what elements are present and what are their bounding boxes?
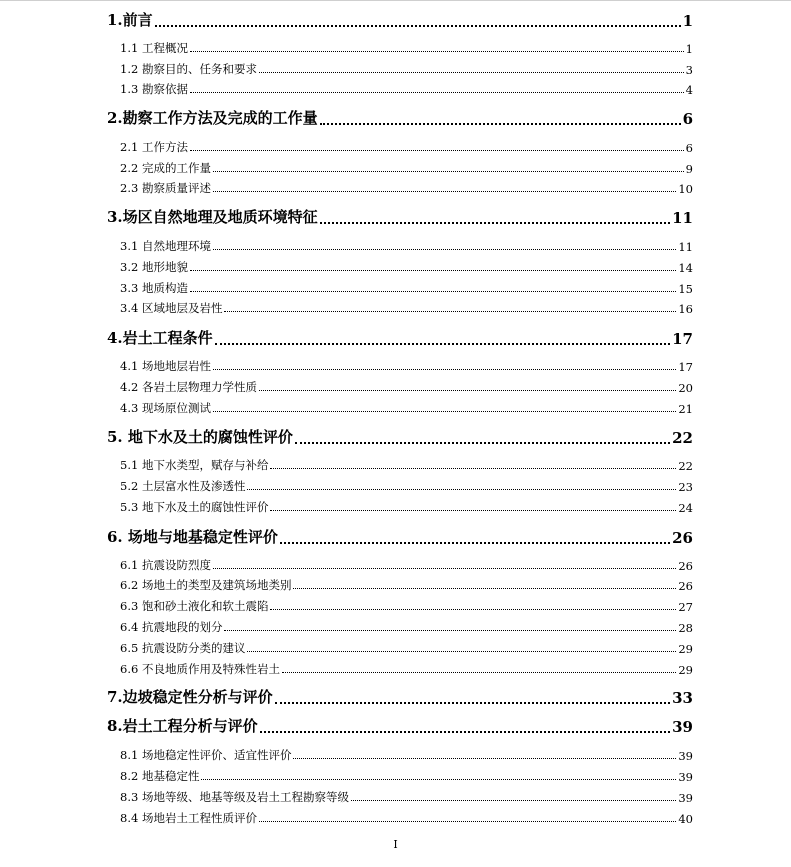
toc-entry-label: 2.勘察工作方法及完成的工作量 [107,109,318,127]
toc-entry-label: 5.3 地下水及土的腐蚀性评价 [120,500,269,514]
toc-dot-leader [215,343,670,345]
toc-entry-page-number: 10 [678,182,693,196]
toc-entry-label: 6.1 抗震设防烈度 [120,558,211,572]
toc-entry-label: 1.1 工程概况 [120,41,188,55]
toc-dot-leader [224,630,676,631]
toc-entry-page-number: 14 [678,261,693,275]
toc-dot-leader [213,249,676,250]
toc-chapter-entry[interactable] [107,689,693,707]
toc-entry-page-number: 17 [672,330,693,348]
toc-entry-page-number: 11 [672,209,693,227]
toc-dot-leader [224,311,676,312]
toc-chapter-entry[interactable] [107,718,693,736]
toc-entry-label: 8.岩土工程分析与评价 [107,717,258,735]
toc-entry-page-number: 26 [678,559,693,573]
toc-section-entry[interactable] [120,240,693,254]
toc-entry-page-number: 1 [685,42,693,56]
toc-entry-label: 5.1 地下水类型，赋存与补给 [120,458,269,472]
toc-entry-label: 6.2 场地土的类型及建筑场地类别 [120,578,292,592]
toc-entry-page-number: 1 [682,12,693,30]
toc-section-entry[interactable] [120,162,693,176]
toc-section-entry[interactable] [120,501,693,515]
toc-section-entry[interactable] [120,402,693,416]
toc-dot-leader [270,468,676,469]
toc-dot-leader [293,588,676,589]
toc-section-entry[interactable] [120,770,693,784]
toc-entry-label: 4.2 各岩土层物理力学性质 [120,380,257,394]
toc-section-entry[interactable] [120,182,693,196]
toc-entry-label: 5. 地下水及土的腐蚀性评价 [107,428,293,446]
toc-entry-page-number: 29 [678,663,693,677]
toc-entry-label: 2.3 勘察质量评述 [120,181,211,195]
toc-entry-page-number: 26 [678,579,693,593]
toc-entry-label: 6.3 饱和砂土液化和软土震陷 [120,599,269,613]
toc-dot-leader [155,25,681,27]
toc-entry-page-number: 11 [678,240,693,254]
toc-dot-leader [270,609,676,610]
toc-entry-page-number: 33 [672,689,693,707]
toc-entry-page-number: 6 [685,141,693,155]
page-top-rule [0,0,791,1]
toc-section-entry[interactable] [120,360,693,374]
toc-entry-label: 3.1 自然地理环境 [120,239,211,253]
toc-dot-leader [260,731,670,733]
toc-section-entry[interactable] [120,621,693,635]
toc-section-entry[interactable] [120,381,693,395]
toc-entry-page-number: 29 [678,642,693,656]
toc-chapter-entry[interactable] [107,429,693,447]
toc-entry-page-number: 15 [678,282,693,296]
toc-section-entry[interactable] [120,83,693,97]
toc-entry-page-number: 17 [678,360,693,374]
toc-dot-leader [259,72,684,73]
toc-section-entry[interactable] [120,282,693,296]
toc-chapter-entry[interactable] [107,529,693,547]
toc-dot-leader [282,672,676,673]
toc-section-entry[interactable] [120,791,693,805]
toc-entry-label: 3.场区自然地理及地质环境特征 [107,208,318,226]
toc-entry-page-number: 20 [678,381,693,395]
toc-entry-page-number: 27 [678,600,693,614]
toc-section-entry[interactable] [120,812,693,826]
toc-dot-leader [190,92,684,93]
toc-section-entry[interactable] [120,141,693,155]
toc-entry-label: 3.2 地形地貌 [120,260,188,274]
toc-entry-page-number: 21 [678,402,693,416]
toc-entry-label: 1.前言 [107,11,153,29]
toc-dot-leader [190,51,684,52]
toc-entry-page-number: 39 [672,718,693,736]
toc-chapter-entry[interactable] [107,330,693,348]
toc-dot-leader [320,222,670,224]
toc-chapter-entry[interactable] [107,209,693,227]
toc-entry-page-number: 16 [678,302,693,316]
toc-dot-leader [247,651,676,652]
toc-entry-page-number: 4 [685,83,693,97]
toc-dot-leader [213,191,676,192]
toc-section-entry[interactable] [120,63,693,77]
toc-dot-leader [275,702,670,704]
toc-entry-label: 4.1 场地地层岩性 [120,359,211,373]
toc-section-entry[interactable] [120,459,693,473]
toc-section-entry[interactable] [120,559,693,573]
toc-entry-page-number: 40 [678,812,693,826]
toc-section-entry[interactable] [120,480,693,494]
toc-entry-page-number: 39 [678,749,693,763]
toc-dot-leader [213,411,676,412]
toc-entry-label: 7.边坡稳定性分析与评价 [107,688,273,706]
toc-entry-label: 8.1 场地稳定性评价、适宜性评价 [120,748,292,762]
toc-dot-leader [213,171,684,172]
toc-entry-page-number: 39 [678,791,693,805]
toc-entry-label: 8.2 地基稳定性 [120,769,200,783]
toc-dot-leader [190,150,684,151]
toc-entry-page-number: 24 [678,501,693,515]
toc-entry-label: 2.1 工作方法 [120,140,188,154]
toc-dot-leader [259,390,676,391]
toc-dot-leader [190,291,676,292]
toc-entry-page-number: 9 [685,162,693,176]
toc-section-entry[interactable] [120,642,693,656]
toc-section-entry[interactable] [120,579,693,593]
toc-entry-label: 4.3 现场原位测试 [120,401,211,415]
toc-entry-page-number: 39 [678,770,693,784]
page-number-footer: I [393,838,398,851]
toc-entry-page-number: 22 [672,429,693,447]
toc-dot-leader [270,510,676,511]
toc-entry-page-number: 26 [672,529,693,547]
toc-entry-page-number: 22 [678,459,693,473]
toc-entry-label: 6. 场地与地基稳定性评价 [107,528,278,546]
toc-chapter-entry[interactable] [107,110,693,128]
toc-section-entry[interactable] [120,261,693,275]
toc-dot-leader [320,123,681,125]
toc-entry-label: 6.6 不良地质作用及特殊性岩土 [120,662,280,676]
toc-entry-label: 1.3 勘察依据 [120,82,188,96]
toc-entry-label: 1.2 勘察目的、任务和要求 [120,62,257,76]
toc-entry-label: 8.4 场地岩土工程性质评价 [120,811,257,825]
toc-chapter-entry[interactable] [107,12,693,30]
toc-entry-label: 3.3 地质构造 [120,281,188,295]
toc-entry-page-number: 3 [685,63,693,77]
toc-entry-label: 6.4 抗震地段的划分 [120,620,223,634]
toc-entry-page-number: 28 [678,621,693,635]
toc-entry-page-number: 23 [678,480,693,494]
toc-entry-label: 4.岩土工程条件 [107,329,213,347]
toc-section-entry[interactable] [120,663,693,677]
toc-section-entry[interactable] [120,600,693,614]
toc-entry-label: 8.3 场地等级、地基等级及岩土工程勘察等级 [120,790,349,804]
toc-entry-label: 6.5 抗震设防分类的建议 [120,641,246,655]
toc-dot-leader [280,542,670,544]
toc-dot-leader [190,270,676,271]
toc-dot-leader [213,568,676,569]
toc-entry-label: 3.4 区域地层及岩性 [120,301,223,315]
toc-entry-label: 2.2 完成的工作量 [120,161,211,175]
toc-dot-leader [293,758,676,759]
toc-dot-leader [351,800,676,801]
toc-entry-label: 5.2 土层富水性及渗透性 [120,479,246,493]
toc-dot-leader [213,369,676,370]
toc-section-entry[interactable] [120,42,693,56]
toc-dot-leader [295,442,670,444]
toc-dot-leader [201,779,676,780]
toc-dot-leader [259,821,676,822]
toc-dot-leader [247,489,676,490]
toc-section-entry[interactable] [120,749,693,763]
toc-section-entry[interactable] [120,302,693,316]
toc-entry-page-number: 6 [682,110,693,128]
